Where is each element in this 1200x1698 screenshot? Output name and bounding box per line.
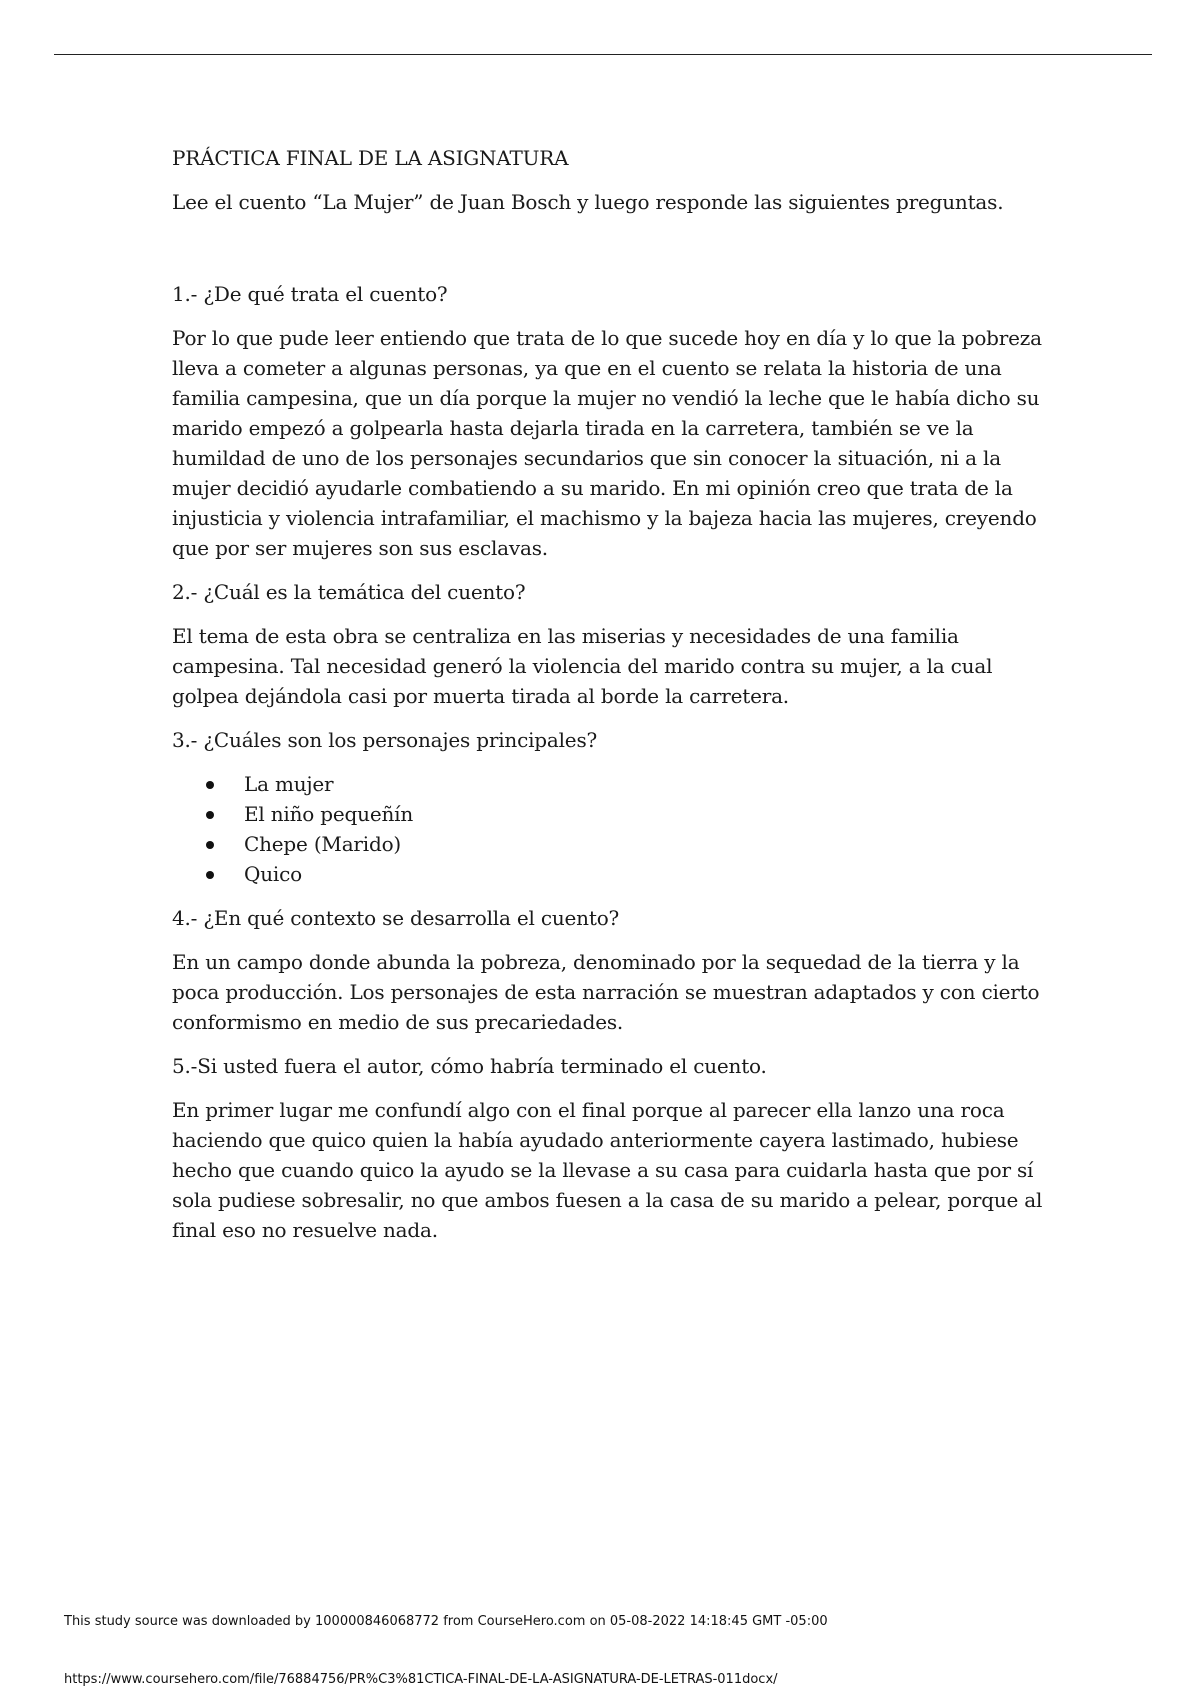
download-notice: This study source was downloaded by 100000846068772 from CourseHero.com on 05-08-2022 14:18:45 GMT -05:00 bbox=[64, 1614, 828, 1629]
question-1: 1.- ¿De qué trata el cuento? bbox=[172, 282, 448, 306]
question-5: 5.-Si usted fuera el autor, cómo habría terminado el cuento. bbox=[172, 1054, 767, 1078]
list-item bbox=[206, 799, 1052, 829]
list-item bbox=[206, 859, 1052, 889]
answer-5: En primer lugar me confundí algo con el final porque al parecer ella lanzo una roca haciendo que quico quien la había ayudado anteriormente cayera lastimado, hubiese hecho que cuando quico la ayudo se la llevase a su casa para cuidarla hasta que por sí sola pudiese sobresalir, no que ambos fuesen a la casa de su marido a pelear, porque al final eso no resuelve nada. bbox=[172, 1098, 1043, 1242]
answer-2: El tema de esta obra se centraliza en las miserias y necesidades de una familia campesina. Tal necesidad generó la violencia del marido contra su mujer, a la cual golpea dejándola casi por muerta tirada al borde la carretera. bbox=[172, 624, 993, 708]
question-2: 2.- ¿Cuál es la temática del cuento? bbox=[172, 580, 526, 604]
document-title: PRÁCTICA FINAL DE LA ASIGNATURA bbox=[172, 146, 569, 170]
header-rule bbox=[54, 54, 1152, 55]
document-body bbox=[172, 143, 1052, 1259]
list-item bbox=[206, 769, 1052, 799]
question-4: 4.- ¿En qué contexto se desarrolla el cuento? bbox=[172, 906, 620, 930]
list-item-label: El niño pequeñín bbox=[244, 802, 414, 826]
answer-1: Por lo que pude leer entiendo que trata de lo que sucede hoy en día y lo que la pobreza lleva a cometer a algunas personas, ya que en el cuento se relata la historia de una familia campesina, que un día porque la mujer no vendió la leche que le había dicho su marido empezó a golpearla hasta dejarla tirada en la carretera, también se ve la humildad de uno de los personajes secundarios que sin conocer la situación, ni a la mujer decidió ayudarle combatiendo a su marido. En mi opinión creo que trata de la injusticia y violencia intrafamiliar, el machismo y la bajeza hacia las mujeres, creyendo que por ser mujeres son sus esclavas. bbox=[172, 326, 1042, 560]
bullet-icon bbox=[206, 871, 214, 879]
document-intro: Lee el cuento “La Mujer” de Juan Bosch y luego responde las siguientes preguntas. bbox=[172, 190, 1004, 214]
bullet-icon bbox=[206, 781, 214, 789]
list-item bbox=[206, 829, 1052, 859]
bullet-icon bbox=[206, 811, 214, 819]
answer-4: En un campo donde abunda la pobreza, denominado por la sequedad de la tierra y la poca producción. Los personajes de esta narración se muestran adaptados y con cierto conformismo en medio de sus precariedades. bbox=[172, 950, 1040, 1034]
source-url[interactable]: https://www.coursehero.com/file/76884756/PR%C3%81CTICA-FINAL-DE-LA-ASIGNATURA-DE-LETRAS-011docx/ bbox=[64, 1672, 778, 1687]
list-item-label: Chepe (Marido) bbox=[244, 832, 402, 856]
list-item-label: La mujer bbox=[244, 772, 334, 796]
bullet-icon bbox=[206, 841, 214, 849]
list-item-label: Quico bbox=[244, 862, 302, 886]
question-3: 3.- ¿Cuáles son los personajes principales? bbox=[172, 728, 598, 752]
characters-list bbox=[172, 769, 1052, 889]
